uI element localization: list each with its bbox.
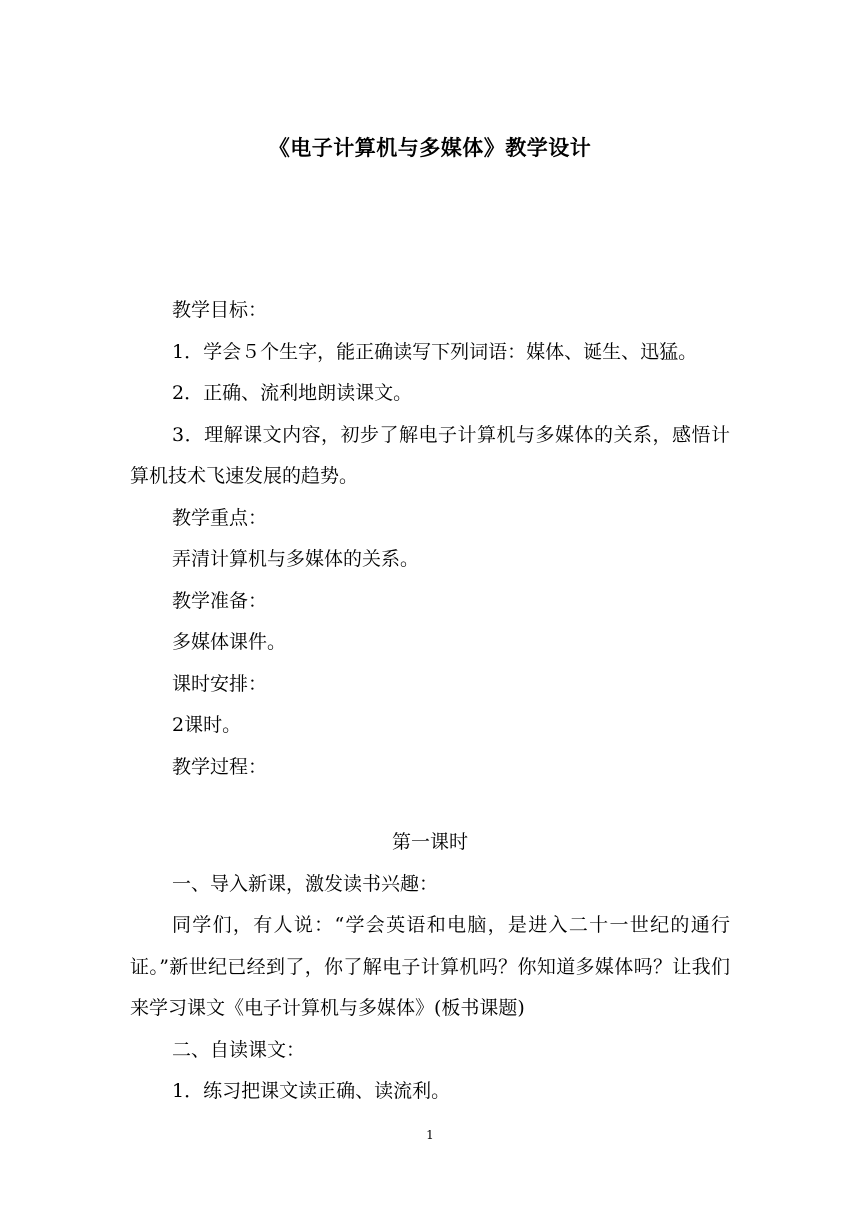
paragraph-teaching-goals-heading: 教学目标： bbox=[172, 299, 268, 321]
paragraph-process-heading: 教学过程： bbox=[172, 755, 268, 778]
paragraph-intro-heading: 一、导入新课，激发读书兴趣： bbox=[172, 872, 439, 895]
paragraph-key-points-heading: 教学重点： bbox=[172, 506, 268, 529]
document-body bbox=[130, 290, 730, 1113]
paragraph-preparation: 多媒体课件。 bbox=[172, 631, 287, 653]
paragraph-schedule-heading: 课时安排： bbox=[172, 672, 268, 695]
paragraph-intro-text: 同学们，有人说：“学会英语和电脑，是进入二十一世纪的通行证。”新世纪已经到了，你了解电子计算机吗？你知道多媒体吗？让我们来学习课文《电子计算机与多媒体》(板书课题) bbox=[130, 914, 730, 1019]
paragraph-key-points: 弄清计算机与多媒体的关系。 bbox=[172, 548, 420, 570]
paragraph-self-reading-heading: 二、自读课文： bbox=[172, 1038, 306, 1061]
paragraph-schedule: 2课时。 bbox=[172, 714, 242, 736]
page-number: 1 bbox=[426, 1128, 434, 1142]
document-title: 《电子计算机与多媒体》教学设计 bbox=[268, 136, 592, 160]
paragraph-preparation-heading: 教学准备： bbox=[172, 589, 268, 612]
paragraph-goal-1: 1．学会５个生字，能正确读写下列词语：媒体、诞生、迅猛。 bbox=[172, 340, 698, 363]
paragraph-goal-3: 3．理解课文内容，初步了解电子计算机与多媒体的关系，感悟计算机技术飞速发展的趋势。 bbox=[130, 423, 730, 487]
section-heading: 第一课时 bbox=[391, 831, 468, 853]
paragraph-self-reading-1: 1．练习把课文读正确、读流利。 bbox=[172, 1080, 451, 1102]
paragraph-goal-2: 2．正确、流利地朗读课文。 bbox=[172, 382, 413, 404]
